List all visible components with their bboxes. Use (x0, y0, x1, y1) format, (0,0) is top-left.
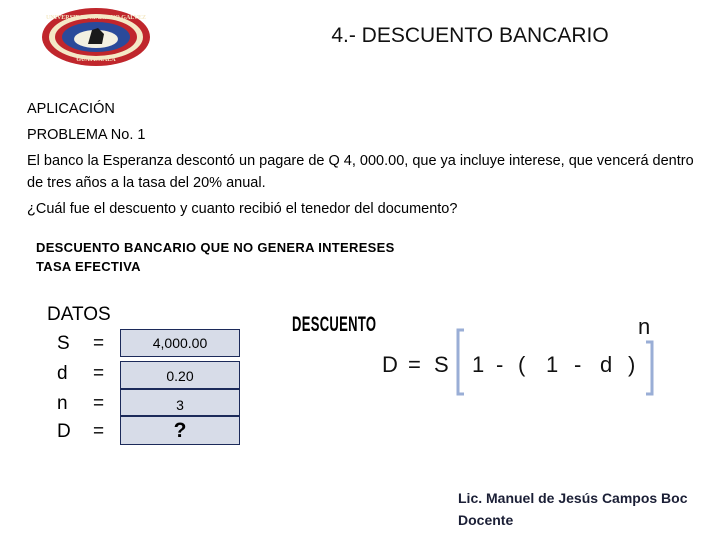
datos-eq-s: = (93, 333, 105, 354)
formula-d: d (600, 352, 613, 377)
datos-eq-D: = (93, 421, 105, 442)
datos-var-n: n (57, 393, 68, 414)
datos-title: DATOS (47, 304, 111, 325)
formula-one-2: 1 (546, 352, 559, 377)
problem-label: PROBLEMA No. 1 (27, 127, 146, 143)
svg-text:GUATEMALA: GUATEMALA (76, 57, 116, 63)
formula-lhs: D (382, 352, 398, 377)
datos-eq-d: = (93, 363, 105, 384)
datos-value-d: 0.20 (120, 361, 240, 389)
section-heading: DESCUENTO BANCARIO QUE NO GENERA INTERESES (36, 240, 395, 255)
datos-var-d: d (57, 363, 68, 384)
formula-eq: = (408, 352, 421, 377)
formula-paren-open: ( (518, 352, 526, 377)
formula-minus-1: - (496, 352, 504, 377)
formula-s: S (434, 352, 449, 377)
section-subheading: TASA EFECTIVA (36, 259, 141, 274)
discount-formula (378, 316, 668, 400)
signature-role: Docente (458, 512, 514, 528)
formula-minus-2: - (574, 352, 582, 377)
datos-value-D: ? (120, 416, 240, 445)
datos-eq-n: = (93, 393, 105, 414)
formula-exponent: n (638, 316, 651, 339)
formula-paren-close: ) (628, 352, 636, 377)
datos-var-s: S (57, 333, 70, 354)
signature-name: Lic. Manuel de Jesús Campos Boc (458, 490, 688, 506)
svg-text:UNIVERSIDAD MARIANO GALVEZ: UNIVERSIDAD MARIANO GALVEZ (45, 15, 147, 21)
university-seal-logo (40, 6, 152, 68)
problem-statement: El banco la Esperanza descontó un pagare de Q 4, 000.00, que ya incluye interese, que vencerá dentro de tres años a la tasa del 20% anual. (27, 153, 694, 191)
formula-one-1: 1 (472, 352, 485, 377)
formula-label: DESCUENTO (292, 313, 377, 336)
datos-value-s: 4,000.00 (120, 329, 240, 357)
datos-var-D: D (57, 421, 71, 442)
problem-question: ¿Cuál fue el descuento y cuanto recibió el tenedor del documento? (27, 201, 458, 217)
datos-value-n: 3 (120, 389, 240, 416)
formula-bracket-open (458, 330, 464, 394)
application-label: APLICACIÓN (27, 101, 115, 117)
page-title: 4.- DESCUENTO BANCARIO (331, 24, 609, 47)
formula-bracket-close (646, 342, 652, 394)
